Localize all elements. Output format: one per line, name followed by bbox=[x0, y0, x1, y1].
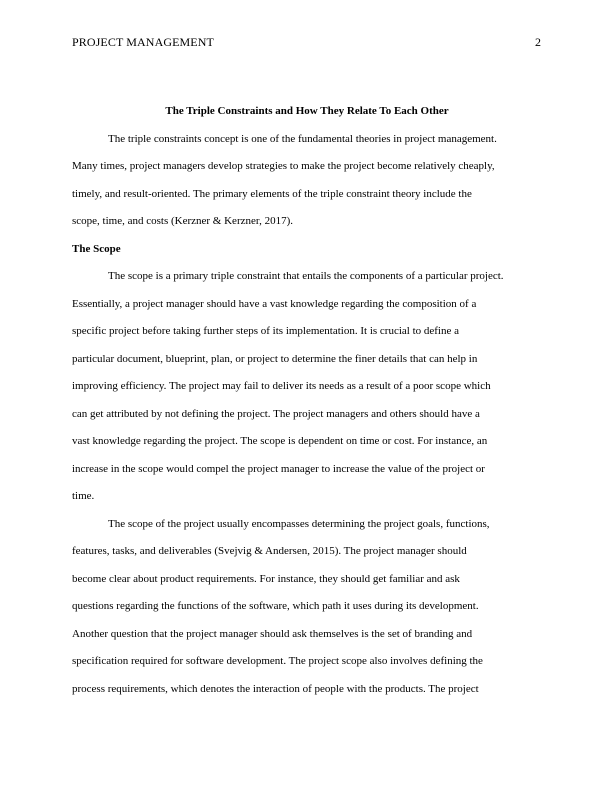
paragraph-line: Essentially, a project manager should have a vast knowledge regarding the composition of a bbox=[72, 297, 477, 310]
paragraph-line: specification required for software development. The project scope also involves defining the bbox=[72, 655, 483, 667]
paragraph-line: can get attributed by not defining the project. The project managers and others should have a bbox=[72, 407, 480, 420]
intro-line: timely, and result-oriented. The primary elements of the triple constraint theory include the bbox=[72, 187, 472, 200]
intro-paragraph bbox=[72, 126, 542, 236]
intro-line: scope, time, and costs (Kerzner & Kerzner, 2017). bbox=[72, 215, 294, 227]
paragraph-line: vast knowledge regarding the project. The scope is dependent on time or cost. For instance, an bbox=[72, 435, 488, 447]
document-title: The Triple Constraints and How They Relate To Each Other bbox=[165, 105, 449, 117]
paragraph-line: questions regarding the functions of the software, which path it uses during its development. bbox=[72, 600, 479, 612]
running-head: PROJECT MANAGEMENT bbox=[72, 35, 214, 49]
paragraph-line: features, tasks, and deliverables (Svejvig & Andersen, 2015). The project manager should bbox=[72, 545, 467, 557]
paragraph-line: Another question that the project manager should ask themselves is the set of branding and bbox=[72, 627, 473, 640]
paragraph-line: specific project before taking further steps of its implementation. It is crucial to define a bbox=[72, 325, 460, 337]
document-body bbox=[72, 98, 542, 703]
paragraph-line: The scope is a primary triple constraint that entails the components of a particular project. bbox=[108, 270, 504, 282]
paragraph-line: process requirements, which denotes the interaction of people with the products. The project bbox=[72, 682, 479, 695]
paragraph-line: The scope of the project usually encompasses determining the project goals, functions, bbox=[108, 517, 490, 530]
paragraph-line: increase in the scope would compel the project manager to increase the value of the project or bbox=[72, 462, 485, 475]
page-number: 2 bbox=[535, 35, 541, 49]
scope-paragraph-2 bbox=[72, 511, 542, 704]
intro-line: The triple constraints concept is one of the fundamental theories in project management. bbox=[108, 132, 497, 145]
scope-paragraph-1 bbox=[72, 263, 542, 511]
paragraph-line: time. bbox=[72, 490, 95, 502]
section-heading-scope: The Scope bbox=[72, 242, 121, 255]
paragraph-line: particular document, blueprint, plan, or project to determine the finer details that can help in bbox=[72, 352, 478, 365]
intro-line: Many times, project managers develop strategies to make the project become relatively cheaply, bbox=[72, 160, 495, 172]
paragraph-line: become clear about product requirements. For instance, they should get familiar and ask bbox=[72, 572, 460, 585]
paragraph-line: improving efficiency. The project may fail to deliver its needs as a result of a poor scope which bbox=[72, 380, 491, 392]
